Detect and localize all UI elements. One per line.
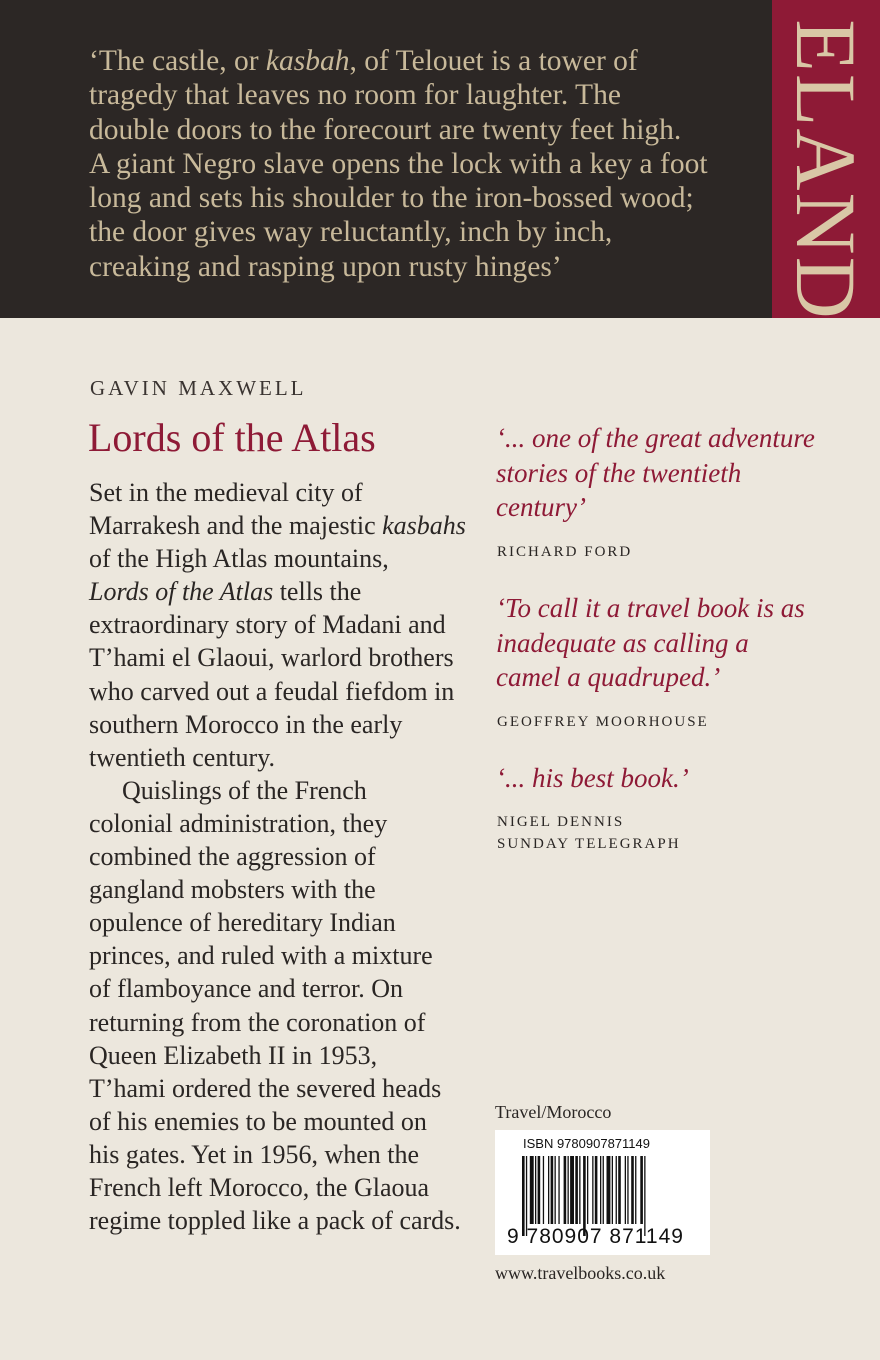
praise-quote: ‘... one of the great adventure stories of the twentieth century’	[496, 423, 815, 522]
barcode-bar	[625, 1156, 626, 1224]
barcode-bar	[579, 1156, 580, 1224]
barcode-bar	[587, 1156, 588, 1224]
barcode-bar	[618, 1156, 621, 1224]
isbn-digits: 9 780907 871149	[507, 1225, 684, 1248]
barcode-bar	[522, 1156, 525, 1236]
description-paragraph: Quislings of the French colonial administration, they combined the aggression of gangland mobsters with the opulence of hereditary Indian princes, and ruled with a mixture of flamboyance and terror. On returning from the coronation of Queen Elizabeth II in 1953, T’hami ordered the severed heads of his enemies to be mounted on his gates. Yet in 1956, when the French left Morocco, the Glaoua regime toppled like a pack of cards.	[89, 775, 461, 1236]
isbn-barcode	[495, 1130, 710, 1255]
barcode-bar	[570, 1156, 574, 1224]
barcode-bar	[575, 1156, 578, 1224]
barcode-bar	[583, 1156, 586, 1236]
barcode-bar	[558, 1156, 559, 1224]
excerpt-quote: ‘The castle, or kasbah, of Telouet is a tower of tragedy that leaves no room for laughter. The double doors to the forecourt are twenty feet high. A giant Negro slave opens the lock with a key a foot long and sets his shoulder to the iron-bossed wood; the door gives way reluctantly, inch by inch, creaking and rasping upon rusty hinges’	[89, 45, 708, 283]
description-paragraph: Set in the medieval city of Marrakesh and the majestic kasbahs of the High Atlas mountains, Lords of the Atlas tells the extraordinary story of Madani and T’hami el Glaoui, warlord brothers who carved out a feudal fiefdom in southern Morocco in the early twentieth century.	[89, 478, 466, 772]
barcode-bar	[631, 1156, 634, 1224]
website-url: www.travelbooks.co.uk	[495, 1263, 666, 1283]
category-label: Travel/Morocco	[495, 1102, 612, 1122]
top-quote-band	[0, 0, 772, 318]
barcode-bar	[568, 1156, 569, 1224]
barcode-bar	[538, 1156, 541, 1224]
barcode-bar	[603, 1156, 604, 1224]
barcode-bar	[595, 1156, 598, 1224]
barcode-bar	[592, 1156, 593, 1224]
barcode-bar	[640, 1156, 643, 1224]
barcode-bar	[564, 1156, 567, 1224]
barcode-bar	[551, 1156, 554, 1224]
barcode-bar	[607, 1156, 611, 1224]
publisher-logo: ELAND	[778, 19, 874, 321]
barcode-bar	[612, 1156, 613, 1224]
praise-attribution: RICHARD FORD	[497, 544, 633, 560]
barcode-bar	[548, 1156, 549, 1224]
praise-quote: ‘To call it a travel book is as inadequate as calling a camel a quadruped.’	[496, 593, 805, 692]
praise-quote: ‘... his best book.’	[496, 763, 689, 793]
book-title: Lords of the Atlas	[88, 415, 376, 460]
praise-attribution: GEOFFREY MOORHOUSE	[497, 714, 709, 730]
praise-attribution: NIGEL DENNIS SUNDAY TELEGRAPH	[497, 814, 681, 852]
barcode-bar	[635, 1156, 636, 1224]
barcode-bars	[522, 1156, 687, 1236]
barcode-bar	[555, 1156, 556, 1224]
barcode-bar	[600, 1156, 601, 1224]
book-description	[89, 476, 469, 1237]
barcode-bar	[526, 1156, 527, 1236]
barcode-bar	[616, 1156, 617, 1224]
author-name: GAVIN MAXWELL	[90, 376, 307, 400]
barcode-bar	[543, 1156, 544, 1224]
barcode-bar	[627, 1156, 628, 1224]
barcode-bar	[644, 1156, 645, 1236]
barcode-bar	[530, 1156, 534, 1224]
isbn-label: ISBN 9780907871149	[523, 1136, 650, 1151]
barcode-bar	[535, 1156, 536, 1224]
